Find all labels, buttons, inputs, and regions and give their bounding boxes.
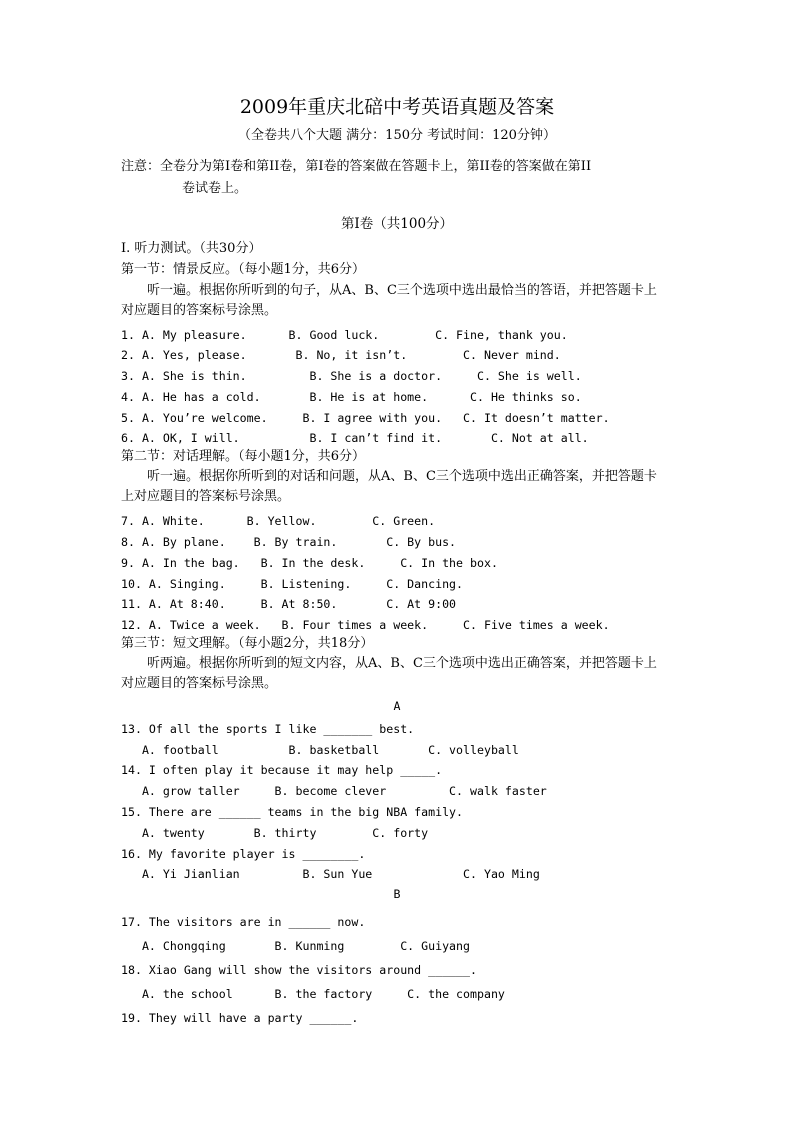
question-14-options: A. grow taller B. become clever C. walk faster: [121, 784, 547, 798]
question-18: 18. Xiao Gang will show the visitors around ______.: [121, 963, 477, 977]
sub2-instruction: 听一遍。根据你所听到的对话和问题，从A、B、C三个选项中选出正确答案，并把答题卡上对应题目的答案标号涂黑。: [121, 469, 657, 504]
question-11: 11. A. At 8:40. B. At 8:50. C. At 9:00: [121, 597, 457, 611]
question-16-options: A. Yi Jianlian B. Sun Yue C. Yao Ming: [121, 867, 540, 881]
passage-a-label: A: [393, 699, 401, 713]
question-15: 15. There are ______ teams in the big NBA family.: [121, 805, 464, 819]
question-17-options: A. Chongqing B. Kunming C. Guiyang: [121, 939, 471, 953]
note-line-2: 卷试卷上。: [182, 181, 248, 196]
question-14: 14. I often play it because it may help _____.: [121, 763, 443, 777]
passage-b-label: B: [393, 887, 401, 901]
question-18-options: A. the school B. the factory C. the company: [121, 987, 505, 1001]
question-16: 16. My favorite player is ________.: [121, 847, 366, 861]
question-3: 3. A. She is thin. B. She is a doctor. C. She is well.: [121, 369, 582, 383]
question-12: 12. A. Twice a week. B. Four times a week. C. Five times a week.: [121, 618, 610, 632]
question-5: 5. A. You’re welcome. B. I agree with you. C. It doesn’t matter.: [121, 411, 610, 425]
exam-subtitle: （全卷共八个大题 满分：150分 考试时间：120分钟）: [238, 128, 556, 143]
exam-title: 2009年重庆北碚中考英语真题及答案: [239, 96, 555, 118]
question-17: 17. The visitors are in ______ now.: [121, 915, 366, 929]
exam-note: [121, 156, 681, 200]
sub1-title: 第一节：情景反应。（每小题1分，共6分）: [121, 262, 366, 277]
question-6: 6. A. OK, I will. B. I can’t find it. C. Not at all.: [121, 431, 589, 445]
question-4: 4. A. He has a cold. B. He is at home. C. He thinks so.: [121, 390, 582, 404]
sub1-instruction: 听一遍。根据你所听到的句子，从A、B、C三个选项中选出最恰当的答语，并把答题卡上对应题目的答案标号涂黑。: [121, 283, 657, 318]
question-15-options: A. twenty B. thirty C. forty: [121, 826, 429, 840]
question-13-options: A. football B. basketball C. volleyball: [121, 743, 519, 757]
sub3-title: 第三节：短文理解。（每小题2分，共18分）: [121, 636, 374, 651]
question-19: 19. They will have a party ______.: [121, 1011, 359, 1025]
note-line-1: 注意：全卷分为第I卷和第II卷，第I卷的答案做在答题卡上，第II卷的答案做在第II: [121, 159, 592, 174]
part1-title: 第I卷（共100分）: [340, 216, 454, 232]
question-2: 2. A. Yes, please. B. No, it isn’t. C. Never mind.: [121, 348, 561, 362]
question-10: 10. A. Singing. B. Listening. C. Dancing.: [121, 577, 464, 591]
question-1: 1. A. My pleasure. B. Good luck. C. Fine, thank you.: [121, 328, 568, 342]
section1-title: I. 听力测试。（共30分）: [121, 241, 262, 256]
question-13: 13. Of all the sports I like _______ best.: [121, 722, 415, 736]
sub2-title: 第二节：对话理解。（每小题1分，共6分）: [121, 449, 366, 464]
question-7: 7. A. White. B. Yellow. C. Green.: [121, 514, 436, 528]
question-8: 8. A. By plane. B. By train. C. By bus.: [121, 535, 457, 549]
sub3-instruction: 听两遍。根据你所听到的短文内容，从A、B、C三个选项中选出正确答案，并把答题卡上对应题目的答案标号涂黑。: [121, 656, 657, 691]
question-9: 9. A. In the bag. B. In the desk. C. In the box.: [121, 556, 498, 570]
